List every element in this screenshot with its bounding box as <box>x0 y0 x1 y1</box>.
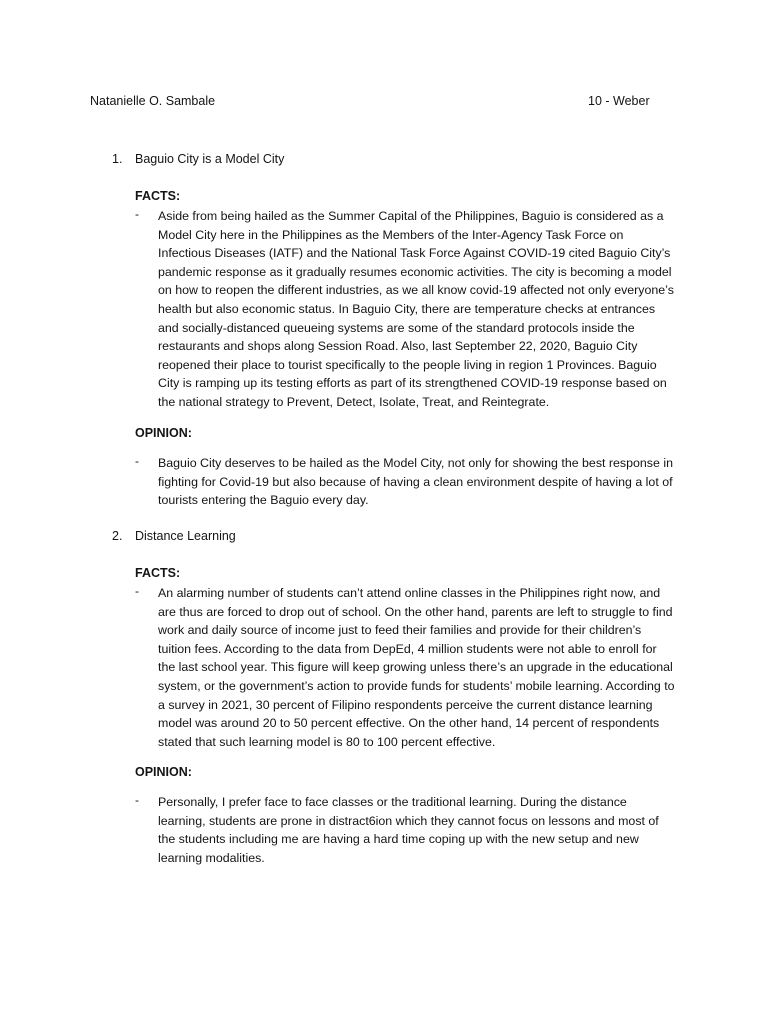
section-2-opinion-label: OPINION: <box>135 765 192 779</box>
section-1-title <box>112 152 284 166</box>
section-1-opinion-text: Baguio City deserves to be hailed as the Model City, not only for showing the best response in fighting for Covid-19 but also because of having a clean environment despite of having a lot of tourists entering the Baguio every day. <box>158 456 673 508</box>
bullet-dash: - <box>135 207 139 221</box>
section-2-title <box>112 529 236 543</box>
section-2-opinion-text: Personally, I prefer face to face classes or the traditional learning. During the distance learning, students are prone in distract6ion which they cannot focus on lessons and most of the students including me are having a hard time coping up with the new setup and new learning modalities. <box>158 795 659 865</box>
section-2-facts-text: An alarming number of students can’t attend online classes in the Philippines right now, and are thus are forced to drop out of school. On the other hand, parents are left to struggle to find work and daily source of income just to feed their families and provide for their children’s tuition fees. According to the data from DepEd, 4 million students were not able to enroll for the last school year. This figure will keep growing unless there’s an upgrade in the educational system, or the government’s action to provide funds for students’ mobile learning. According to a survey in 2021, 30 percent of Filipino respondents perceive the current distance learning model was around 20 to 50 percent effective. On the other hand, 14 percent of respondents stated that such learning model is 80 to 100 percent effective. <box>158 586 675 749</box>
section-1-facts-label: FACTS: <box>135 189 181 203</box>
student-section: 10 - Weber <box>588 94 650 108</box>
section-1-opinion-item <box>135 454 675 510</box>
bullet-dash: - <box>135 584 139 598</box>
section-2-facts-item <box>135 584 675 751</box>
section-2-title-text: Distance Learning <box>135 529 236 543</box>
section-1-facts-text: Aside from being hailed as the Summer Capital of the Philippines, Baguio is considered as a Model City here in the Philippines as the Members of the Inter-Agency Task Force on Infectious Diseases (IATF) and the National Task Force Against COVID-19 cited Baguio City’s pandemic response as it gradually resumes economic activities. The city is becoming a model on how to reopen the different industries, as we all know covid-19 affected not only everyone’s health but also economic status. In Baguio City, there are temperature checks at entrances and socially-distanced queueing systems are some of the standard protocols inside the restaurants and shops along Session Road. Also, last September 22, 2020, Baguio City reopened their place to tourist specifically to the people living in region 1 Provinces. Baguio City is ramping up its testing efforts as part of its strengthened COVID-19 response based on the national strategy to Prevent, Detect, Isolate, Treat, and Reintegrate. <box>158 209 674 409</box>
bullet-dash: - <box>135 454 139 468</box>
section-1-facts-item <box>135 207 675 412</box>
section-2-facts-label: FACTS: <box>135 566 181 580</box>
student-name: Natanielle O. Sambale <box>90 94 216 108</box>
section-2-number: 2. <box>112 529 123 543</box>
section-2-opinion-item <box>135 793 675 867</box>
section-1-number: 1. <box>112 152 123 166</box>
bullet-dash: - <box>135 793 139 807</box>
section-1-opinion-label: OPINION: <box>135 426 192 440</box>
section-1-title-text: Baguio City is a Model City <box>135 152 285 166</box>
